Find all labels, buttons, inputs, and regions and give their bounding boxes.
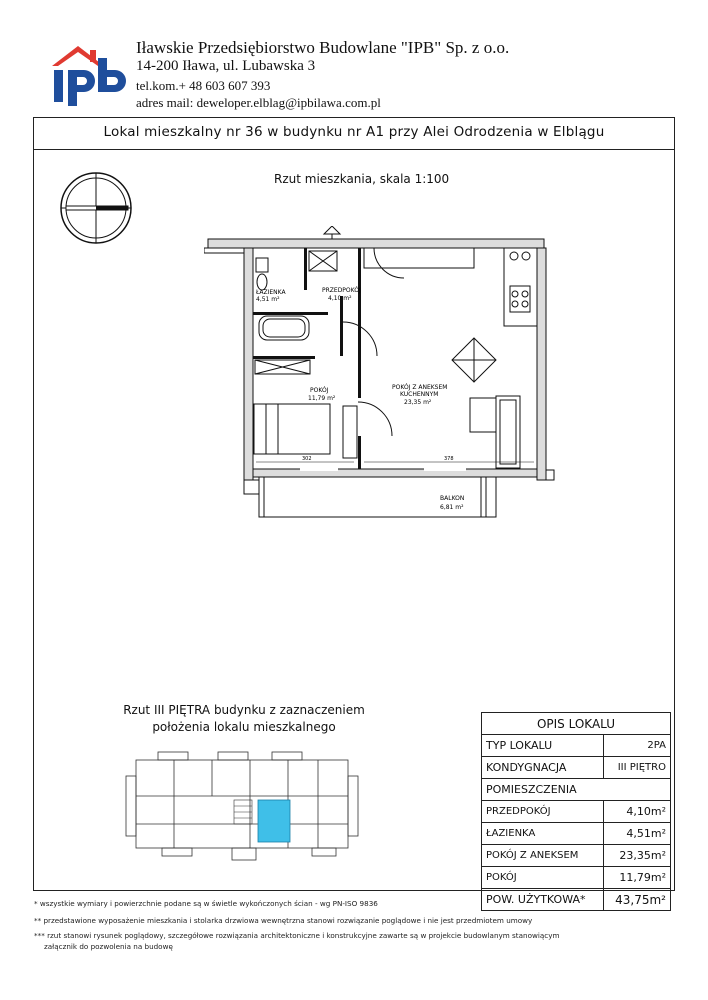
room-label-kuchennym: KUCHENNYM: [400, 391, 439, 398]
floor-caption-line-1: Rzut III PIĘTRA budynku z zaznaczeniem: [123, 703, 365, 717]
typ-label: TYP LOKALU: [482, 735, 604, 757]
room-area-lazienka: 4,51 m²: [256, 296, 280, 303]
footnote-2: ** przedstawione wyposażenie mieszkania i stolarka drzwiowa wewnętrzna stanowi rozwiązanie poglądowe i nie jest przedmiotem umowy: [34, 916, 533, 925]
room-row-value: 11,79m²: [603, 867, 670, 889]
north-arrow-icon: [58, 170, 134, 246]
company-phone: tel.kom.+ 48 603 607 393: [136, 78, 271, 93]
company-name: Iławskie Przedsiębiorstwo Budowlane "IPB" Sp. z o.o.: [136, 38, 510, 57]
room-row-value: 23,35m²: [603, 845, 670, 867]
room-area-pokoj: 11,79 m²: [308, 395, 336, 402]
room-area-przedpokoj: 4,10 m²: [328, 295, 352, 302]
company-logo: [50, 44, 130, 106]
room-row-value: 4,10m²: [603, 801, 670, 823]
room-row-label: ŁAZIENKA: [482, 823, 604, 845]
apartment-floor-plan: [204, 226, 584, 546]
footnote-1: * wszystkie wymiary i powierzchnie podane są w świetle wykończonych ścian - wg PN-ISO 9836: [34, 899, 378, 908]
apartment-location-highlight: [258, 800, 290, 842]
apartment-description-table: [481, 712, 671, 911]
floor-plan-caption: [94, 702, 394, 736]
opis-title: OPIS LOKALU: [482, 713, 671, 735]
dimension-302: 302: [302, 456, 312, 462]
room-area-balkon: 6,81 m²: [440, 504, 464, 511]
pomieszczenia-label: POMIESZCZENIA: [482, 779, 671, 801]
plan-caption: Rzut mieszkania, skala 1:100: [274, 172, 450, 186]
room-label-pokoj: POKÓJ: [310, 387, 329, 394]
room-label-pokoj-aneks: POKÓJ Z ANEKSEM: [392, 384, 448, 391]
floor-caption-line-2: położenia lokalu mieszkalnego: [152, 720, 336, 734]
title-row: [34, 118, 674, 150]
room-label-balkon: BALKON: [440, 495, 465, 502]
room-label-przedpokoj: PRZEDPOKÓJ: [322, 287, 361, 294]
total-area-label: POW. UŻYTKOWA*: [482, 889, 604, 911]
company-email: adres mail: deweloper.elblag@ipbilawa.com.pl: [136, 95, 381, 110]
footnote-3-cont: załącznik do pozwolenia na budowę: [44, 942, 173, 951]
room-row-value: 4,51m²: [603, 823, 670, 845]
apartment-title: Lokal mieszkalny nr 36 w budynku nr A1 przy Alei Odrodzenia w Elblągu: [103, 124, 605, 140]
dimension-378: 378: [444, 456, 454, 462]
total-area-value: 43,75m²: [603, 889, 670, 911]
room-label-lazienka: ŁAZIENKA: [256, 289, 286, 296]
room-row-label: POKÓJ Z ANEKSEM: [482, 845, 604, 867]
room-row-label: PRZEDPOKÓJ: [482, 801, 604, 823]
footnote-3: *** rzut stanowi rysunek poglądowy, szczegółowe rozwiązania architektoniczne i konstrukcyjne zawarte są w projekcie budowlanym stanowiącym: [34, 931, 560, 940]
company-address: 14-200 Iława, ul. Lubawska 3: [136, 58, 316, 74]
typ-value: 2PA: [603, 735, 670, 757]
room-area-pokoj-aneks: 23,35 m²: [404, 399, 432, 406]
kondygnacja-value: III PIĘTRO: [603, 757, 670, 779]
floor-overview-plan: [122, 750, 362, 862]
kondygnacja-label: KONDYGNACJA: [482, 757, 604, 779]
room-row-label: POKÓJ: [482, 867, 604, 889]
